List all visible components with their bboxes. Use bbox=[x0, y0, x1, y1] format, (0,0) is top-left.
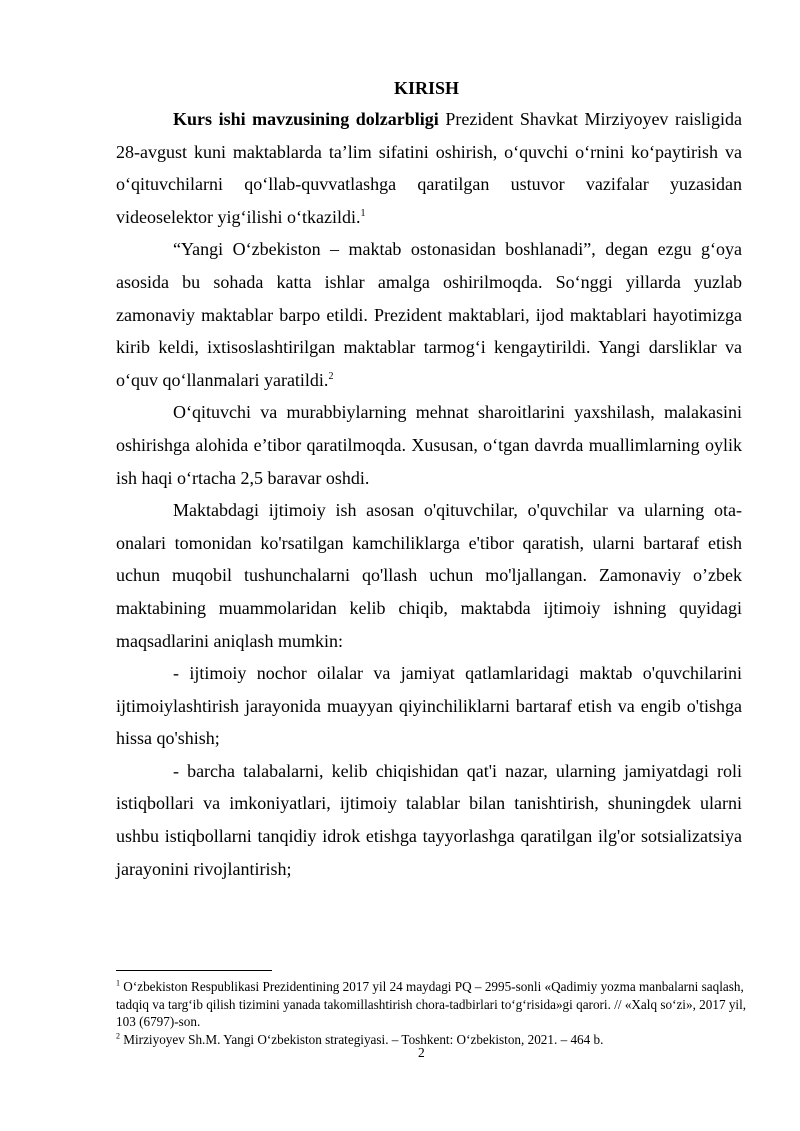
paragraph-text: - barcha talabalarni, kelib chiqishidan qat'i nazar, ularning jamiyatdagi roli istiqbollari va imkoniyatlari, ijtimoiy talablar bilan tanishtirish, shuningdek ularni ushbu istiqbollarni tanqidiy idrok etishga tayyorlashga qaratilgan ilg'or sotsializatsiya jarayonini rivojlantirish; bbox=[116, 760, 742, 879]
footnote-item bbox=[116, 1031, 756, 1049]
footnote-ref[interactable]: 2 bbox=[328, 370, 334, 382]
list-item bbox=[116, 755, 742, 885]
paragraph-text: - ijtimoiy nochor oilalar va jamiyat qatlamlaridagi maktab o'quvchilarini ijtimoiylashtirish jarayonida muayyan qiyinchiliklarni bartaraf etish va engib o'tishga hissa qo'shish; bbox=[116, 663, 742, 749]
paragraph-relevance bbox=[116, 103, 742, 233]
list-item bbox=[116, 657, 742, 755]
page-number: 2 bbox=[418, 1045, 425, 1060]
page-title: KIRISH bbox=[393, 78, 460, 98]
footnote-item bbox=[116, 978, 756, 1031]
paragraph-lead: Kurs ishi mavzusining dolzarbligi bbox=[173, 109, 439, 129]
footnote-number: 1 bbox=[116, 978, 120, 988]
footnote-text: Mirziyoyev Sh.M. Yangi O‘zbekiston strategiyasi. – Toshkent: O‘zbekiston, 2021. – 464 b. bbox=[123, 1032, 604, 1048]
paragraph-text: Prezident Shavkat Mirziyoyev raisligida 28-avgust kuni maktablarda ta’lim sifatini oshirish, o‘quvchi o‘rnini ko‘paytirish va o‘qituvchilarni qo‘llab-quvvatlashga qaratilgan ustuvor vazifalar yuzasidan videoselektor yig‘ilishi o‘tkazildi. bbox=[116, 109, 742, 227]
footnote-number: 2 bbox=[116, 1031, 120, 1041]
paragraph-text: Maktabdagi ijtimoiy ish asosan o'qituvchilar, o'quvchilar va ularning ota-onalari tomonidan ko'rsatilgan kamchiliklarga e'tibor qaratish, ularni bartaraf etish uchun muqobil tushunchalarni qo'llash uchun mo'ljallangan. Zamonaviy o’zbek maktabining muammolaridan kelib chiqib, maktabda ijtimoiy ishning quyidagi maqsadlarini aniqlash mumkin: bbox=[116, 500, 742, 651]
body-text bbox=[116, 103, 742, 885]
footnote-ref[interactable]: 1 bbox=[360, 207, 366, 219]
footnote-text: O‘zbekiston Respublikasi Prezidentining 2017 yil 24 maydagi PQ – 2995-sonli «Qadimiy yozma manbalarni saqlash, tadqiq va targ‘ib qilish tizimini yanada takomillashtirish chora-tadbirlari to‘g‘risida»gi qarori. // «Xalq so‘zi», 2017 yil, 103 (6797)-son. bbox=[116, 979, 747, 1030]
paragraph-text: O‘qituvchi va murabbiylarning mehnat sharoitlarini yaxshilash, malakasini oshirishga alohida e’tibor qaratilmoqda. Xususan, o‘tgan davrda muallimlarning oylik ish haqi o‘rtacha 2,5 baravar oshdi. bbox=[116, 402, 742, 488]
paragraph-teachers bbox=[116, 396, 742, 494]
footnotes bbox=[116, 978, 756, 1049]
paragraph-text: “Yangi O‘zbekiston – maktab ostonasidan boshlanadi”, degan ezgu g‘oya asosida bu sohada katta ishlar amalga oshirilmoqda. So‘nggi yillarda yuzlab zamonaviy maktablar barpo etildi. Prezident maktablari, ijod maktablari hayotimizga kirib keldi, ixtisoslashtirilgan maktablar tarmog‘i kengaytirildi. Yangi darsliklar va o‘quv qo‘llanmalari yaratildi. bbox=[116, 239, 742, 390]
paragraph-new-uzbekistan bbox=[116, 233, 742, 396]
paragraph-social-work bbox=[116, 494, 742, 657]
footnote-divider bbox=[116, 970, 272, 971]
